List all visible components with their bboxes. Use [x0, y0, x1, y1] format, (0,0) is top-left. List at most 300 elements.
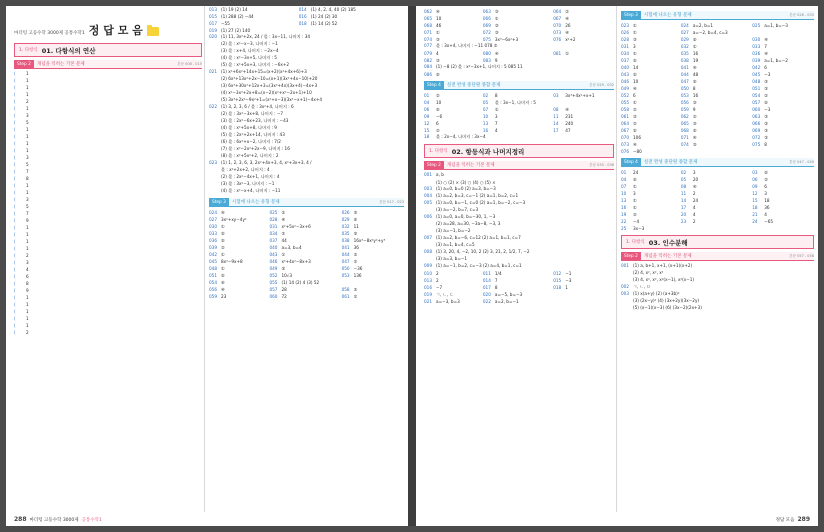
answer-cell: [209, 210, 269, 215]
answer-text: 1: [26, 141, 29, 147]
question-number: 032: [680, 44, 689, 49]
question-number: 004: [424, 193, 432, 199]
answer-text: 6: [633, 93, 636, 98]
answer-text: 16: [692, 93, 699, 98]
answer-text: 1/4: [494, 271, 502, 276]
answer-row: [621, 71, 814, 78]
answer-row: [209, 258, 404, 265]
answer-cell: [621, 23, 681, 28]
step-badge: Step 2: [621, 252, 641, 261]
answer-text: (2) 몫 : 2x²−4x+1, 나머지 : 4: [221, 174, 280, 180]
answer-text: 9: [692, 107, 696, 112]
answer-cell: [342, 210, 404, 215]
answer-text: 3: [26, 155, 29, 161]
question-number: 064: [621, 121, 629, 126]
answer-text: 2: [26, 330, 29, 336]
question-number: 058: [621, 107, 629, 112]
answer-text: ③: [764, 114, 768, 119]
answer-row: [209, 48, 404, 55]
chapter-title: 01. 다항식의 연산: [41, 46, 96, 55]
answer-cell: [681, 107, 752, 112]
answer-text: 1: [26, 183, 29, 189]
answer-text: ㄱ, ㄴ, ㄷ: [436, 291, 454, 297]
answer-row: [424, 298, 614, 305]
answer-text: 1: [26, 134, 29, 140]
answer-cell: [681, 30, 752, 35]
answer-text: (4) x²−3x³+2x+8=(x−2)(x²+x²−2x+1)+10: [221, 90, 312, 96]
answer-row: [209, 125, 404, 132]
answer-cell: [621, 121, 681, 126]
answer-cell: [342, 231, 404, 236]
answer-text: x²+5x²−3x+6: [281, 224, 311, 229]
question-number: 021: [424, 299, 432, 304]
answer-row: [424, 50, 614, 57]
question-number: (: [14, 267, 16, 273]
question-number: 009: [424, 263, 432, 269]
question-number: 055: [621, 100, 629, 105]
answer-row: [621, 92, 814, 99]
answer-text: 3: [26, 197, 29, 203]
answer-text: 14: [633, 65, 639, 70]
answer-cell: [342, 266, 404, 271]
question-number: 045: [752, 72, 761, 77]
answer-text: (1) 288 (2) −44: [221, 14, 254, 19]
question-number: 029: [680, 37, 689, 42]
answer-text: 몫 : x²+2x+2, 나머지 : 4: [221, 167, 270, 173]
answer-text: −3: [565, 278, 572, 283]
answer-cell: [621, 177, 681, 182]
question-number: (: [14, 169, 16, 175]
question-number: 052: [269, 273, 278, 278]
answer-cell: [752, 44, 814, 49]
answer-text: 몫 : 2x−4, 나머지 : 3x−4: [436, 134, 486, 140]
answer-text: 4: [692, 212, 696, 217]
answer-text: 6: [764, 184, 767, 189]
answer-row: [424, 214, 614, 221]
step-page-range: 본문 057 - 058: [789, 253, 814, 258]
answer-text: ④: [221, 287, 225, 292]
answer-row: [621, 298, 814, 305]
answer-row: [14, 183, 202, 190]
answer-cell: [752, 51, 814, 56]
question-number: 17: [553, 128, 559, 133]
answer-text: (1) 1, 2, 3, 6, 3, 2x²+4x+3, 4, x²+3x+3, 4 /: [221, 160, 312, 166]
question-number: 081: [553, 51, 562, 56]
question-number: 062: [424, 9, 432, 14]
answer-cell: [752, 37, 814, 42]
question-number: 07: [621, 184, 627, 189]
question-number: 24: [752, 219, 758, 224]
answer-text: 19: [692, 58, 699, 63]
answer-text: 3x³−6x²+3: [494, 37, 519, 42]
answer-text: −1: [565, 271, 572, 276]
answer-row: [14, 162, 202, 169]
answer-text: ③: [764, 79, 768, 84]
answer-text: ②: [692, 114, 697, 119]
answer-cell: [299, 21, 404, 26]
question-number: 048: [752, 79, 761, 84]
question-number: (: [14, 113, 16, 119]
answer-cell: [483, 51, 553, 56]
answer-row: [424, 221, 614, 228]
answer-row: [209, 69, 404, 76]
answer-cell: [621, 191, 681, 196]
answer-text: (1) a, b+1, x+1, (x+1)(x+2): [633, 263, 693, 269]
question-number: 061: [341, 294, 350, 299]
question-number: 051: [209, 273, 217, 278]
step-header: [424, 81, 614, 90]
answer-text: 23: [221, 294, 227, 299]
answer-cell: [209, 7, 299, 12]
answer-text: a=1, b=−2: [764, 58, 788, 63]
question-number: 043: [269, 252, 278, 257]
answer-text: ①: [221, 224, 225, 229]
question-number: 058: [341, 287, 350, 292]
answer-text: x²+2: [565, 37, 576, 42]
answer-row: [621, 99, 814, 106]
answer-row: [209, 76, 404, 83]
answer-row: [621, 29, 814, 36]
question-number: 14: [680, 198, 687, 203]
book-spine: [408, 6, 416, 526]
answer-row: [14, 155, 202, 162]
step-header: [621, 11, 814, 20]
question-number: 030: [752, 37, 761, 42]
question-number: (: [14, 204, 16, 210]
answer-text: ①: [692, 44, 697, 49]
question-number: 060: [752, 107, 761, 112]
answer-cell: [209, 287, 269, 292]
answer-text: ④: [565, 107, 569, 112]
answer-text: 1: [26, 78, 29, 84]
question-number: 12: [752, 191, 758, 196]
answer-cell: [621, 184, 681, 189]
answer-text: ①: [633, 30, 637, 35]
answer-row: [14, 239, 202, 246]
question-number: 049: [621, 86, 629, 91]
question-number: 066: [482, 16, 491, 21]
answer-row: [209, 160, 404, 167]
answer-cell: [752, 86, 814, 91]
question-number: 028: [621, 37, 629, 42]
question-number: 073: [621, 142, 629, 147]
answer-cell: [752, 100, 814, 105]
answer-row: [621, 106, 814, 113]
answer-text: (2) 몫 : 3x²−3x+8, 나머지 : −7: [221, 111, 284, 117]
answer-cell: [424, 299, 483, 304]
answer-text: x³+4x²−8x+3: [281, 259, 311, 264]
answer-row: [14, 176, 202, 183]
step-badge: Step 4: [621, 158, 641, 167]
answer-text: (5) 몫 : 2x²+2x+14, 나머지 : 43: [221, 132, 285, 138]
answer-text: ④: [692, 65, 697, 70]
question-number: 082: [424, 58, 432, 63]
answer-cell: [752, 93, 814, 98]
answer-text: 106: [633, 135, 641, 140]
question-number: 050: [341, 266, 350, 271]
question-number: 072: [482, 30, 491, 35]
question-number: 075: [482, 37, 491, 42]
answer-text: ⑤: [353, 217, 358, 222]
answer-text: 3x²+xy−4y²: [221, 217, 247, 222]
answer-row: [14, 295, 202, 302]
answer-text: (6) 몫 : 6x²+x−2, 나머지 : 7/2: [221, 139, 281, 145]
answer-text: 3: [633, 44, 636, 49]
step-header: [14, 60, 202, 69]
question-number: 070: [553, 23, 562, 28]
question-number: 013: [209, 7, 217, 12]
answer-row: [209, 286, 404, 293]
question-number: 06: [752, 177, 758, 182]
question-number: 077: [424, 43, 432, 49]
answer-row: [424, 64, 614, 71]
answer-text: (3) 4, x², x², x²(x−1), x²(x−1): [633, 277, 695, 283]
answer-cell: [621, 226, 681, 231]
question-number: 074: [680, 142, 689, 147]
question-number: 05: [680, 177, 687, 182]
question-number: 035: [341, 231, 350, 236]
question-number: 02: [680, 170, 687, 175]
answer-text: −3: [764, 107, 771, 112]
question-number: 02: [482, 93, 489, 98]
answer-text: ③: [692, 100, 697, 105]
answer-text: ①: [633, 51, 637, 56]
answer-text: ①: [633, 100, 637, 105]
answer-text: 6: [764, 65, 767, 70]
answer-row: [424, 134, 614, 141]
answer-text: (1) a=0, b=−1, c=0 (2) a=1, b=−2, c=−3: [436, 200, 526, 206]
answer-text: 몫 : 3x+4, 나머지 : −11 078 ②: [436, 43, 498, 49]
question-number: 065: [424, 16, 432, 21]
answer-text: ④: [494, 51, 499, 56]
answer-column-4: [616, 6, 814, 512]
answer-text: ⑤: [692, 128, 697, 133]
answer-text: 6: [436, 121, 439, 126]
answer-row: [424, 36, 614, 43]
question-number: 083: [482, 58, 491, 63]
question-number: (: [14, 190, 16, 196]
answer-cell: [621, 212, 681, 217]
answer-row: [621, 36, 814, 43]
answer-row: [424, 284, 614, 291]
step-page-range: 본문 047 - 049: [789, 159, 814, 164]
answer-text: 1: [26, 316, 29, 322]
answer-cell: [681, 212, 752, 217]
answer-text: (3) a=3, b=−1: [436, 256, 468, 262]
answer-cell: [424, 9, 483, 14]
answer-text: 10√3: [281, 273, 293, 278]
answer-cell: [553, 37, 614, 42]
answer-text: 1: [26, 246, 29, 252]
answer-text: (1) 3, 2, 3, 6 / 몫 : 3x²+4, 나머지 : 6: [221, 104, 294, 110]
answer-text: ①: [565, 51, 569, 56]
answer-row: [209, 209, 404, 216]
answer-row: [424, 242, 614, 249]
answer-cell: [342, 287, 404, 292]
answer-row: [424, 106, 614, 113]
question-number: 012: [553, 271, 562, 276]
question-number: 024: [680, 23, 689, 28]
answer-text: ③: [353, 231, 358, 236]
question-number: 052: [621, 93, 629, 98]
chapter-banner: [14, 43, 202, 57]
answer-text: ①: [633, 23, 637, 28]
answer-cell: [553, 271, 614, 276]
answer-row: [14, 274, 202, 281]
answer-cell: [483, 9, 553, 14]
answer-cell: [681, 191, 752, 196]
answer-cell: [209, 294, 269, 299]
answer-text: 1: [26, 71, 29, 77]
answer-row: [209, 41, 404, 48]
answer-text: ①: [353, 294, 358, 299]
question-number: 056: [680, 100, 689, 105]
question-number: (: [14, 141, 16, 147]
answer-row: [209, 272, 404, 279]
answer-cell: [621, 219, 681, 224]
answer-text: ③: [692, 142, 697, 147]
answer-text: (3) a=−1, b=−2: [436, 228, 471, 234]
page-header: [14, 6, 202, 40]
answer-text: ①: [281, 252, 286, 257]
answer-text: 7: [494, 278, 498, 283]
answer-row: [424, 71, 614, 78]
question-number: 10: [621, 191, 627, 196]
answer-text: (3) a=−2, b=7, c=3: [436, 207, 479, 213]
question-number: 053: [341, 273, 350, 278]
answer-cell: [681, 86, 752, 91]
footer-label: 정답 모음: [775, 517, 795, 523]
question-number: 063: [482, 9, 491, 14]
answer-row: [621, 277, 814, 284]
answer-text: 240: [565, 121, 574, 126]
question-number: 027: [680, 30, 689, 35]
answer-text: 1: [26, 232, 29, 238]
answer-text: 4: [436, 51, 439, 56]
answer-row: [14, 204, 202, 211]
chapter-number: 1. 다항식: [19, 48, 38, 53]
answer-cell: [621, 107, 681, 112]
question-number: 042: [752, 65, 761, 70]
question-number: 037: [621, 58, 629, 63]
answer-text: 9: [26, 288, 29, 294]
answer-row: [424, 277, 614, 284]
right-page: [416, 6, 818, 526]
answer-cell: [681, 44, 752, 49]
answer-row: [424, 200, 614, 207]
answer-row: [14, 113, 202, 120]
question-number: 061: [621, 114, 629, 119]
answer-cell: [209, 14, 299, 19]
answer-cell: [681, 58, 752, 63]
answer-text: (1) a=2, b=−6, c=12 (2) a=1, b=1, c=7: [436, 235, 521, 241]
answer-cell: [269, 294, 341, 299]
answer-text: 11: [353, 224, 359, 229]
answer-cell: [269, 217, 341, 222]
answer-row: [424, 228, 614, 235]
answer-text: ③: [764, 128, 768, 133]
page-footer-left: [14, 516, 102, 523]
answer-cell: [681, 51, 752, 56]
answer-text: 8x³−9x+8: [221, 259, 243, 264]
answer-text: (1) 3, 20, 4, −2, 10, 2 (2) 3, 21, 2, 1/2, 7, −2: [436, 249, 530, 255]
question-number: 22: [621, 219, 627, 224]
answer-cell: [424, 72, 483, 77]
answer-text: ③: [494, 9, 499, 14]
answer-text: (3) a=1, b=4, c=5: [436, 242, 475, 248]
answer-cell: [752, 170, 814, 175]
step-badge: Step 4: [424, 81, 444, 90]
question-number: 027: [209, 217, 217, 222]
answer-text: ④: [221, 210, 225, 215]
answer-text: ⑤: [221, 231, 225, 236]
answer-text: −65: [764, 219, 774, 224]
answer-row: [621, 134, 814, 141]
answer-row: [424, 15, 614, 22]
chapter-number: 1. 다항식: [429, 149, 448, 154]
answer-cell: [752, 23, 814, 28]
question-number: 17: [680, 205, 687, 210]
answer-column-3: [424, 6, 614, 512]
question-number: (: [14, 225, 16, 231]
question-number: 003: [621, 291, 629, 297]
answer-cell: [424, 180, 496, 185]
question-number: (: [14, 288, 16, 294]
answer-text: (1) 4, 2, 4, 40 (2) 185: [310, 7, 356, 12]
step-badge: Step 2: [424, 161, 444, 170]
answer-cell: [621, 198, 681, 203]
question-number: (: [14, 155, 16, 161]
answer-cell: [209, 217, 269, 222]
answer-row: [209, 62, 404, 69]
answer-text: (2) 4, x², x², x²: [633, 270, 664, 276]
question-number: 031: [621, 44, 629, 49]
answer-cell: [424, 107, 483, 112]
answer-cell: [553, 278, 614, 283]
answer-text: 4: [26, 267, 29, 273]
answer-cell: [752, 121, 814, 126]
answer-text: 8: [692, 86, 696, 91]
question-number: 15: [752, 198, 758, 203]
answer-row: [14, 323, 202, 330]
question-number: 015: [209, 14, 217, 19]
answer-text: (2) a=28, a=30, −3a−8, −3, 3: [436, 221, 501, 227]
answer-text: 7: [494, 121, 498, 126]
answer-text: ②: [221, 245, 225, 250]
step-header: [621, 158, 814, 167]
answer-text: 3: [26, 260, 29, 266]
question-number: 047: [680, 79, 689, 84]
question-number: 18: [752, 205, 758, 210]
answer-text: ⑥: [221, 280, 225, 285]
question-number: 059: [209, 294, 217, 299]
question-number: 066: [752, 121, 761, 126]
question-number: 053: [680, 93, 689, 98]
answer-text: 10: [436, 16, 442, 21]
question-number: 069: [482, 23, 491, 28]
answer-text: a=3, b=4: [281, 245, 302, 250]
answer-row: [209, 132, 404, 139]
question-number: 08: [553, 107, 559, 112]
answer-cell: [424, 93, 483, 98]
answer-cell: [681, 23, 752, 28]
answer-text: ④: [692, 184, 697, 189]
answer-cell: [269, 210, 341, 215]
question-number: 016: [424, 285, 432, 290]
answer-row: [209, 153, 404, 160]
answer-text: ⑤: [764, 100, 768, 105]
question-number: 030: [209, 224, 217, 229]
